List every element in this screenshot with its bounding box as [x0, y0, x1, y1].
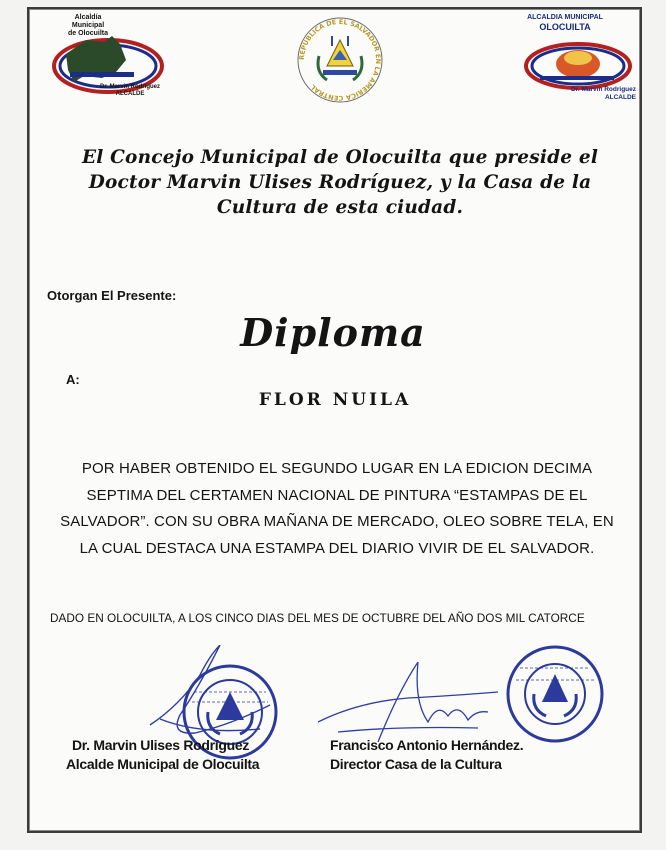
national-seal: [293, 16, 387, 104]
recipient-name: FLOR NUILA: [258, 390, 412, 410]
coat-of-arms-icon: [293, 16, 387, 104]
mayor-name: Dr. Marvin Ulises Rodríguez: [72, 737, 250, 753]
right-logo-subtitle: Dr. Marvin Rodriguez ALCALDE: [570, 86, 636, 101]
recipient-label: A:: [66, 372, 80, 387]
heading-text: El Concejo Municipal de Olocuilta que preside el Doctor Marvin Ulises Rodríguez, y la Casa de la Cultura de esta ciudad.: [81, 147, 599, 218]
citation-line: SEPTIMA DEL CERTAMEN NACIONAL DE PINTURA “ESTAMPAS DE EL: [86, 486, 588, 504]
citation-line: POR HABER OBTENIDO EL SEGUNDO LUGAR EN LA EDICION DECIMA: [81, 460, 593, 477]
left-logo-subtitle: Dr. Marvin Rodríguez ALCALDE: [99, 84, 160, 97]
municipal-logo-left: [46, 14, 166, 100]
left-logo-title: Alcaldía Municipal de Olocuilta: [67, 14, 109, 37]
citation-line: SALVADOR”. CON SU OBRA MAÑANA DE MERCADO, OLEO SOBRE TELA, EN: [60, 513, 614, 530]
municipal-logo-right: [520, 14, 638, 114]
right-logo-title: ALCALDIA MUNICIPAL: [527, 14, 603, 21]
citation-text: [48, 456, 626, 562]
citation-line: LA CUAL DESTACA UNA ESTAMPA DEL DIARIO VIVIR DE EL SALVADOR.: [79, 539, 595, 557]
date-line: DADO EN OLOCUILTA, A LOS CINCO DIAS DEL MES DE OCTUBRE DEL AÑO DOS MIL CATORCE: [50, 611, 585, 625]
mayor-title: Alcalde Municipal de Olocuilta: [66, 756, 260, 772]
right-logo-name: OLOCUILTA: [539, 22, 591, 32]
seal-ring-text: REPUBLICA DE EL SALVADOR EN LA AMERICA CENTRAL: [297, 17, 383, 103]
culture-stamp-icon: [502, 644, 608, 744]
director-name: Francisco Antonio Hernández.: [330, 737, 524, 753]
grant-label: Otorgan El Presente:: [47, 288, 177, 303]
diploma-title: Diploma: [240, 310, 426, 355]
director-title: Director Casa de la Cultura: [330, 756, 502, 772]
